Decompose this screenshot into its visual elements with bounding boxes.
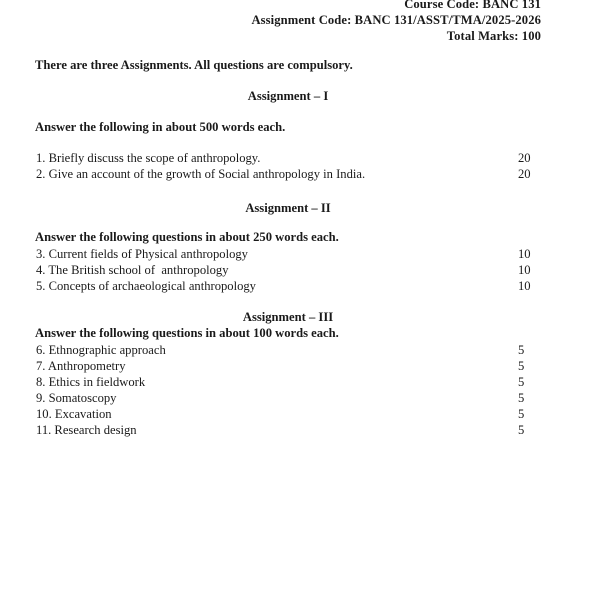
question-text: 2. Give an account of the growth of Social anthropology in India. <box>36 167 366 181</box>
section-heading-3: Assignment – III <box>242 310 334 324</box>
question-marks: 5 <box>518 375 525 389</box>
question-row <box>0 151 600 167</box>
question-text: 7. Anthropometry <box>36 359 126 373</box>
question-text: 10. Excavation <box>36 407 112 421</box>
assignment-code-line: Assignment Code: BANC 131/ASST/TMA/2025-2026 <box>251 13 541 27</box>
section-instruction-3: Answer the following questions in about 100 words each. <box>35 326 339 340</box>
question-text: 4. The British school of anthropology <box>36 263 229 277</box>
question-text: 5. Concepts of archaeological anthropology <box>36 279 256 293</box>
intro-statement: There are three Assignments. All questions are compulsory. <box>35 58 353 72</box>
total-marks-line: Total Marks: 100 <box>446 29 541 43</box>
question-row <box>0 247 600 263</box>
question-row <box>0 263 600 279</box>
document-header <box>0 0 541 44</box>
question-marks: 5 <box>518 391 525 405</box>
question-text: 1. Briefly discuss the scope of anthropology. <box>36 151 261 165</box>
question-row <box>0 279 600 295</box>
question-marks: 10 <box>518 247 531 261</box>
question-text: 11. Research design <box>36 423 137 437</box>
section-instruction-2: Answer the following questions in about 250 words each. <box>35 230 339 244</box>
question-marks: 5 <box>518 343 525 357</box>
question-row <box>0 423 600 439</box>
question-row <box>0 359 600 375</box>
question-marks: 5 <box>518 359 525 373</box>
question-marks: 5 <box>518 407 525 421</box>
question-marks: 10 <box>518 279 531 293</box>
question-marks: 10 <box>518 263 531 277</box>
question-row <box>0 375 600 391</box>
question-row <box>0 407 600 423</box>
question-marks: 5 <box>518 423 525 437</box>
section-heading-1: Assignment – I <box>247 89 329 103</box>
question-text: 8. Ethics in fieldwork <box>36 375 146 389</box>
question-row <box>0 343 600 359</box>
question-text: 3. Current fields of Physical anthropology <box>36 247 248 261</box>
question-text: 6. Ethnographic approach <box>36 343 166 357</box>
question-row <box>0 391 600 407</box>
question-row <box>0 167 600 183</box>
course-code-line: Course Code: BANC 131 <box>404 0 541 11</box>
section-instruction-1: Answer the following in about 500 words each. <box>35 120 286 134</box>
section-heading-2: Assignment – II <box>245 201 331 215</box>
question-text: 9. Somatoscopy <box>36 391 117 405</box>
question-marks: 20 <box>518 151 531 165</box>
question-marks: 20 <box>518 167 531 181</box>
